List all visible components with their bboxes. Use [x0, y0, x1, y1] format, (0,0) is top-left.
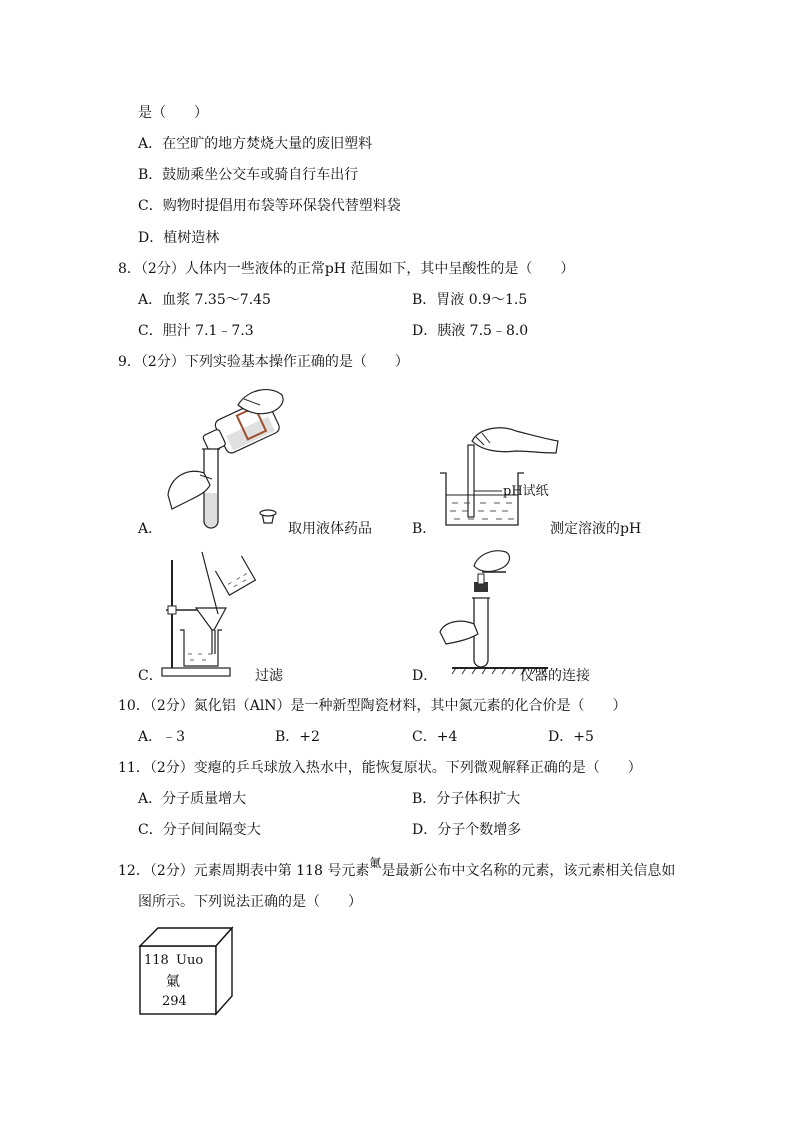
element-cell-box [138, 926, 238, 1016]
q7-option-c: C．购物时提倡用布袋等环保袋代替塑料袋 [138, 198, 401, 214]
figure-b-ph-test [436, 425, 576, 535]
q11-stem: 11．（2分）变瘪的乒乓球放入热水中，能恢复原状。下列微观解释正确的是（ ） [118, 760, 642, 776]
q12-stem-part2: 是最新公布中文名称的元素，该元素相关信息如 [381, 863, 676, 879]
q11-option-b: B．分子体积扩大 [412, 791, 521, 807]
fig-d-caption: 仪器的连接 [520, 668, 590, 684]
figure-a-pour-liquid [160, 385, 300, 530]
q12-stem-line2: 图所示。下列说法正确的是（ ） [138, 894, 362, 910]
q7-option-a: A．在空旷的地方焚烧大量的废旧塑料 [138, 136, 373, 152]
fig-a-letter: A． [138, 521, 163, 537]
element-symbol: Uuo [176, 953, 204, 968]
q8-option-d: D．胰液 7.5﹣8.0 [412, 323, 529, 339]
element-mass: 294 [162, 994, 187, 1009]
q8-option-b: B．胃液 0.9～1.5 [412, 292, 528, 308]
q10-option-a: A．﹣3 [138, 729, 186, 745]
element-atomic-number: 118 [144, 953, 169, 968]
fig-b-letter: B． [412, 521, 437, 537]
q10-stem: 10．（2分）氮化铝（AlN）是一种新型陶瓷材料，其中氮元素的化合价是（ ） [118, 698, 627, 714]
fig-a-caption: 取用液体药品 [288, 521, 372, 537]
q12-stem-line1 [118, 856, 676, 880]
q8-option-a: A．血浆 7.35～7.45 [138, 292, 271, 308]
q10-option-b: B．+2 [275, 729, 320, 745]
fig-d-letter: D． [412, 668, 438, 684]
q10-option-c: C．+4 [412, 729, 458, 745]
q7-option-b: B．鼓励乘坐公交车或骑自行车出行 [138, 167, 359, 183]
q7-option-d: D．植树造林 [138, 230, 220, 246]
q12-element-char: 氭 [369, 856, 382, 870]
q10-option-d: D．+5 [548, 729, 594, 745]
q7-stem-tail: 是（ ） [138, 105, 208, 121]
q11-option-c: C．分子间间隔变大 [138, 822, 261, 838]
figure-d-connect-apparatus [438, 548, 548, 678]
element-name: 氭 [166, 974, 180, 990]
q11-option-d: D．分子个数增多 [412, 822, 522, 838]
q8-option-c: C．胆汁 7.1﹣7.3 [138, 323, 254, 339]
fig-c-letter: C． [138, 668, 163, 684]
q12-stem-part1: 12．（2分）元素周期表中第 118 号元素 [118, 863, 370, 879]
fig-b-label: pH试纸 [503, 484, 549, 499]
q11-option-a: A．分子质量增大 [138, 791, 247, 807]
fig-c-caption: 过滤 [255, 668, 283, 684]
fig-b-caption: 测定溶液的pH [550, 521, 642, 537]
figure-c-filtration [158, 550, 258, 680]
q8-stem: 8．（2分）人体内一些液体的正常pH 范围如下，其中呈酸性的是（ ） [118, 261, 575, 277]
q9-stem: 9．（2分）下列实验基本操作正确的是（ ） [118, 354, 409, 370]
